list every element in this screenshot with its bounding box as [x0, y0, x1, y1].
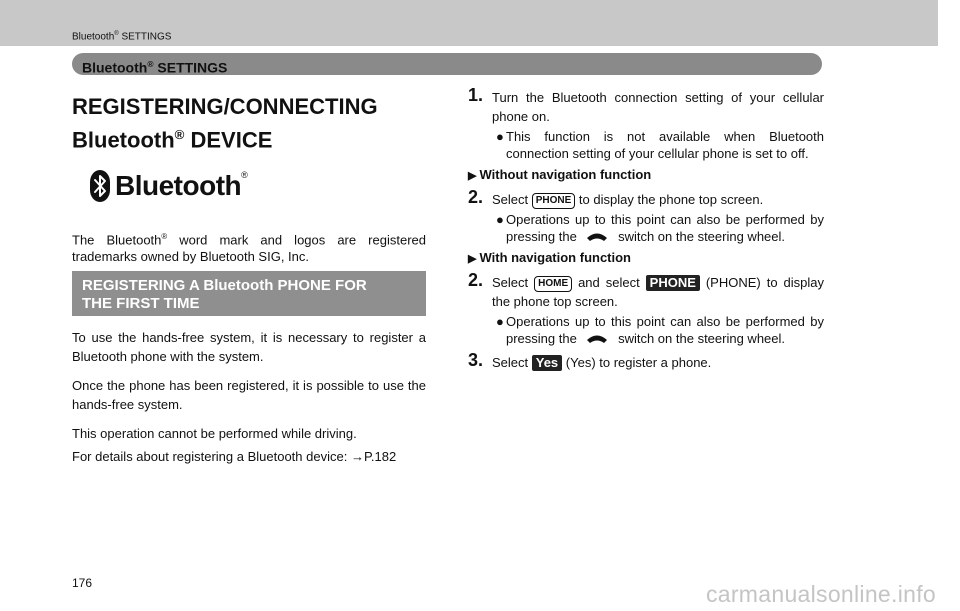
bluetooth-wordmark: Bluetooth: [115, 170, 242, 201]
bluetooth-rune-icon: [90, 170, 110, 202]
subheading-box: [72, 271, 426, 316]
bullet-icon: ●: [496, 212, 504, 227]
phone-menu-button[interactable]: PHONE: [646, 275, 700, 291]
heading-line-1: REGISTERING/CONNECTING: [72, 94, 378, 119]
paragraph-reference: For details about registering a Bluetooth device: →P.182: [72, 449, 397, 464]
paragraph: To use the hands-free system, it is necessary to register a Bluetooth phone with the system.: [72, 330, 426, 364]
subheading-line-2: THE FIRST TIME: [82, 295, 200, 312]
step-1: 1. Turn the Bluetooth connection setting of your cellular phone on.: [468, 85, 824, 124]
step-2-without-nav-note: ● Operations up to this point can also be performed by pressing the switch on the steering wheel.: [496, 212, 824, 244]
running-title: Bluetooth® SETTINGS: [72, 31, 172, 43]
subheading-line-1: REGISTERING A Bluetooth PHONE FOR: [82, 277, 367, 294]
subhead-with-navigation: ▶ With navigation function: [468, 248, 824, 269]
trademark-note: The Bluetooth® word mark and logos are registered trademarks owned by Bluetooth SIG, Inc.: [72, 232, 426, 265]
arrow-right-icon: ▶: [468, 170, 477, 182]
bullet-icon: ●: [496, 314, 504, 329]
bluetooth-logo: [90, 169, 248, 203]
yes-button[interactable]: Yes: [532, 355, 562, 371]
section-title-pill: Bluetooth® SETTINGS: [72, 53, 822, 75]
phone-handset-icon: [584, 331, 610, 345]
heading-line-2: Bluetooth® DEVICE: [72, 127, 273, 153]
page-number: 176: [72, 576, 93, 590]
watermark: carmanualsonline.info: [705, 581, 936, 607]
step-2-with-nav: 2. Select HOME and select PHONE (PHONE) to display the phone top screen.: [468, 270, 824, 309]
page-heading: [72, 93, 432, 154]
intro-paragraphs: [72, 328, 426, 476]
step-2-without-nav: 2. Select PHONE to display the phone top screen.: [468, 187, 764, 207]
bullet-icon: ●: [496, 129, 504, 144]
paragraph: Once the phone has been registered, it is possible to use the hands-free system.: [72, 378, 426, 412]
step-1-note: ● This function is not available when Bluetooth connection setting of your cellular phone is set to off.: [496, 129, 824, 161]
registered-mark: ®: [241, 170, 248, 180]
arrow-right-icon: ▶: [468, 253, 477, 265]
procedure-steps: [468, 85, 824, 374]
step-2-with-nav-note: ● Operations up to this point can also be performed by pressing the switch on the steering wheel.: [496, 314, 824, 346]
paragraph: This operation cannot be performed while driving.: [72, 426, 357, 441]
phone-handset-icon: [584, 229, 610, 243]
home-button[interactable]: HOME: [534, 276, 572, 292]
phone-button[interactable]: PHONE: [532, 193, 576, 209]
subhead-without-navigation: ▶ Without navigation function: [468, 165, 824, 186]
step-3: 3. Select Yes (Yes) to register a phone.: [468, 350, 712, 370]
